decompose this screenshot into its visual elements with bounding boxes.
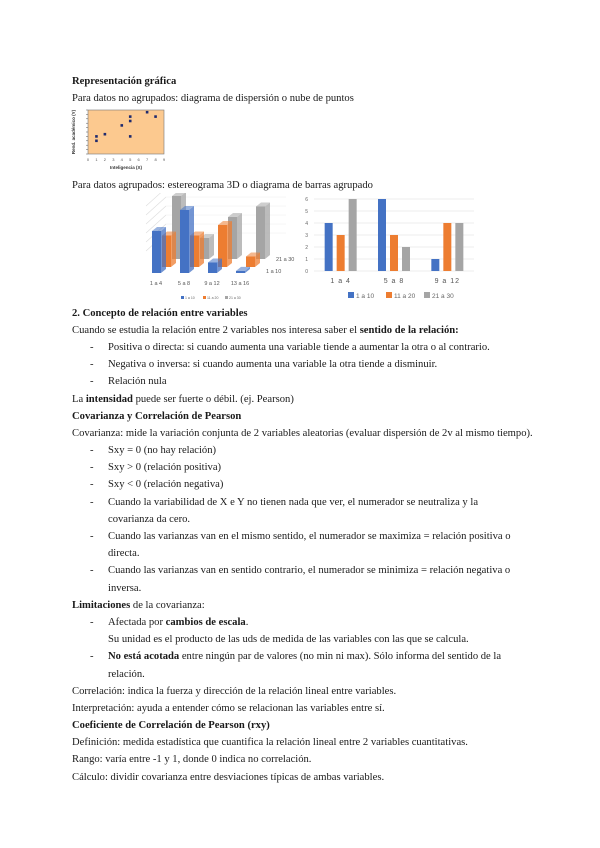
list-item: - Cuando las varianzas van en el mismo sentido, el numerador se maximiza = relación positiva o — [90, 531, 511, 542]
list-item-text: Sxy > 0 (relación positiva) — [108, 462, 222, 474]
legend-swatch — [424, 292, 430, 298]
pearson-definition: Definición: medida estadística que cuantifica la relación lineal entre 2 variables cuantitativas. — [72, 737, 468, 749]
y-tick-label: 0 — [305, 268, 308, 275]
correlation-line: Correlación: indica la fuerza y dirección de la relación lineal entre variables. — [72, 685, 397, 697]
x-tick-label: 4 — [120, 157, 123, 163]
text: puede ser fuerte o débil. (ej. Pearson) — [132, 393, 294, 405]
x-tick-label: 5 a 8 — [177, 280, 191, 287]
grid-line — [146, 206, 166, 224]
y-tick-label: 6 — [305, 196, 308, 203]
bar — [455, 223, 463, 271]
text-bold: cambios de escala — [165, 616, 246, 628]
list-item-continuation: Su unidad es el producto de las uds de medida de las variables con las que se calcula. — [108, 634, 469, 646]
bar — [443, 223, 451, 271]
section-title-concepto: 2. Concepto de relación entre variables — [72, 307, 248, 319]
y-tick-label: 4 — [305, 220, 308, 227]
depth-label: 21 a 30 — [276, 256, 295, 263]
pearson-calc: Cálculo: dividir covarianza entre desviaciones típicas de ambas variables. — [72, 771, 385, 783]
x-tick-label: 8 — [154, 157, 157, 163]
bar — [431, 259, 439, 271]
bar — [246, 256, 255, 267]
x-tick-label: 13 a 16 — [230, 280, 250, 287]
x-tick-label: 9 a 12 — [434, 277, 461, 285]
pearson-range: Rango: varía entre -1 y 1, donde 0 indica no correlación. — [72, 754, 312, 766]
y-tick-label: 5 — [305, 208, 308, 215]
legend-swatch — [203, 296, 206, 299]
document-page — [72, 73, 542, 786]
depth-label: 1 a 10 — [266, 268, 282, 275]
list-item-continuation: inversa. — [108, 582, 142, 594]
list-item-continuation: covarianza da cero. — [108, 513, 191, 525]
legend-swatch — [348, 292, 354, 298]
text: de la covarianza: — [130, 599, 205, 611]
x-tick-label: 9 a 12 — [204, 280, 220, 287]
list-item-text: Relación nula — [108, 376, 167, 388]
data-point — [129, 116, 132, 119]
list-item: - Cuando las varianzas van en sentido contrario, el numerador se minimiza = relación negativa o — [90, 565, 511, 577]
bar-side — [189, 206, 194, 273]
legend-swatch — [225, 296, 228, 299]
interpretation-line: Interpretación: ayuda a entender cómo se relacionan las variables entre sí. — [72, 702, 385, 714]
scatter-figure — [72, 107, 542, 177]
y-tick-label: 3 — [305, 232, 308, 239]
x-tick-label: 1 a 4 — [149, 280, 163, 287]
data-point — [120, 124, 123, 127]
data-point — [104, 133, 107, 136]
text: . — [245, 616, 249, 628]
data-point — [129, 120, 132, 123]
list-item: - Negativa o inversa: si cuando aumenta una variable la otra tiende a disminuir. — [90, 359, 438, 371]
intro-bold: sentido de la relación: — [359, 324, 459, 336]
bar-chart-3d — [136, 193, 296, 305]
bars-intro: Para datos agrupados: estereograma 3D o diagrama de barras agrupado — [72, 180, 373, 192]
list-item: - Sxy > 0 (relación positiva) — [90, 462, 222, 474]
text: La — [72, 393, 86, 405]
bar — [378, 199, 386, 271]
bar — [256, 206, 265, 259]
legend-label: 11 a 20 — [394, 292, 416, 300]
list-item: - Cuando la variabilidad de X e Y no tienen nada que ver, el numerador se neutraliza y la — [90, 496, 479, 508]
y-tick-label: 2 — [305, 244, 308, 251]
list-item-text: Cuando la variabilidad de X e Y no tienen nada que ver, el numerador se neutraliza y la — [108, 496, 479, 508]
bar-side — [227, 221, 232, 267]
legend-swatch — [181, 296, 184, 299]
list-item: - Relación nula — [90, 376, 167, 388]
limitations-heading — [72, 597, 542, 614]
bar — [208, 262, 217, 273]
intensity-line — [72, 391, 542, 408]
x-tick-label: 1 a 4 — [330, 277, 351, 285]
list-item-continuation: directa. — [108, 548, 140, 560]
bar — [349, 199, 357, 271]
list-item-text: Cuando las varianzas van en el mismo sentido, el numerador se maximiza = relación positiva o — [108, 531, 511, 542]
covarianza-definition: Covarianza: mide la variación conjunta de 2 variables aleatorias (evaluar dispersión de 2v al mismo tiempo). — [72, 427, 533, 439]
intro-text: Cuando se estudia la relación entre 2 variables nos interesa saber el — [72, 324, 360, 336]
bar-side — [209, 234, 214, 259]
x-tick-label: 5 a 8 — [383, 277, 405, 285]
bar-side — [265, 202, 270, 259]
concepto-intro — [72, 322, 542, 339]
list-item-continuation: relación. — [108, 668, 145, 680]
x-tick-label: 2 — [103, 157, 107, 163]
plot-area — [88, 110, 164, 154]
data-point — [95, 135, 98, 138]
section-title-representacion: Representación gráfica — [72, 76, 177, 87]
text: entre ningún par de valores (no min ni max). Sólo informa del sentido de la — [179, 651, 502, 663]
legend-swatch — [386, 292, 392, 298]
section-title-pearson: Coeficiente de Correlación de Pearson (rxy) — [72, 720, 270, 732]
text-bold: intensidad — [85, 393, 133, 405]
bar-figures — [72, 195, 542, 305]
scatter-chart — [66, 106, 171, 174]
list-item-text: Positiva o directa: si cuando aumenta una variable tiende a aumentar la otra o al contrario. — [108, 341, 490, 353]
list-item: - No está acotada entre ningún par de valores (no min ni max). Sólo informa del sentido de la — [90, 651, 502, 663]
bar — [337, 235, 345, 271]
legend-label: 1 a 10 — [185, 295, 195, 300]
x-tick-label: 7 — [145, 157, 149, 163]
list-item-text: Sxy < 0 (relación negativa) — [108, 479, 224, 491]
y-axis-label: Rend. académico (Y) — [71, 110, 76, 155]
bar-chart-grouped — [298, 193, 478, 305]
list-item: - Afectada por cambios de escala. — [90, 616, 249, 628]
legend-label: 21 a 30 — [432, 292, 454, 300]
legend-label: 21 a 30 — [229, 295, 241, 300]
text-bold: No está acotada — [108, 651, 180, 663]
bar — [236, 270, 245, 272]
bar — [152, 231, 161, 273]
list-item: - Positiva o directa: si cuando aumenta una variable tiende a aumentar la otra o al contrario. — [90, 341, 490, 353]
bar — [180, 210, 189, 273]
list-item-text: Negativa o inversa: si cuando aumenta una variable la otra tiende a disminuir. — [108, 359, 438, 371]
y-tick-label: 1 — [305, 256, 308, 263]
section-title-covarianza: Covarianza y Correlación de Pearson — [72, 410, 242, 422]
list-item-text: Cuando las varianzas van en sentido contrario, el numerador se minimiza = relación negativa o — [108, 565, 511, 577]
x-tick-label: 9 — [162, 157, 166, 163]
bar — [402, 247, 410, 271]
x-tick-label: 6 — [137, 157, 140, 163]
list-item: - Sxy = 0 (no hay relación) — [90, 445, 217, 457]
scatter-intro: Para datos no agrupados: diagrama de dispersión o nube de puntos — [72, 93, 354, 105]
legend-label: 11 a 20 — [207, 295, 219, 300]
bar-side — [161, 227, 166, 273]
data-point — [95, 140, 98, 143]
text-bold: Limitaciones — [72, 599, 131, 611]
list-item: - Sxy < 0 (relación negativa) — [90, 479, 224, 491]
x-tick-label: 0 — [86, 157, 90, 163]
text: Afectada por — [108, 616, 166, 628]
list-item-text: Sxy = 0 (no hay relación) — [108, 445, 217, 457]
bar-side — [199, 231, 204, 267]
data-point — [146, 111, 149, 114]
bar — [390, 235, 398, 271]
bar-side — [171, 231, 176, 267]
x-tick-label: 5 — [129, 157, 132, 163]
data-point — [129, 135, 132, 138]
data-point — [154, 116, 157, 119]
bar-side — [237, 213, 242, 259]
x-tick-label: 1 — [95, 157, 98, 163]
grid-line — [146, 197, 166, 215]
legend-label: 1 a 10 — [356, 292, 375, 300]
x-tick-label: 3 — [112, 157, 115, 163]
bar — [325, 223, 333, 271]
x-axis-label: Inteligencia (X) — [109, 165, 143, 171]
